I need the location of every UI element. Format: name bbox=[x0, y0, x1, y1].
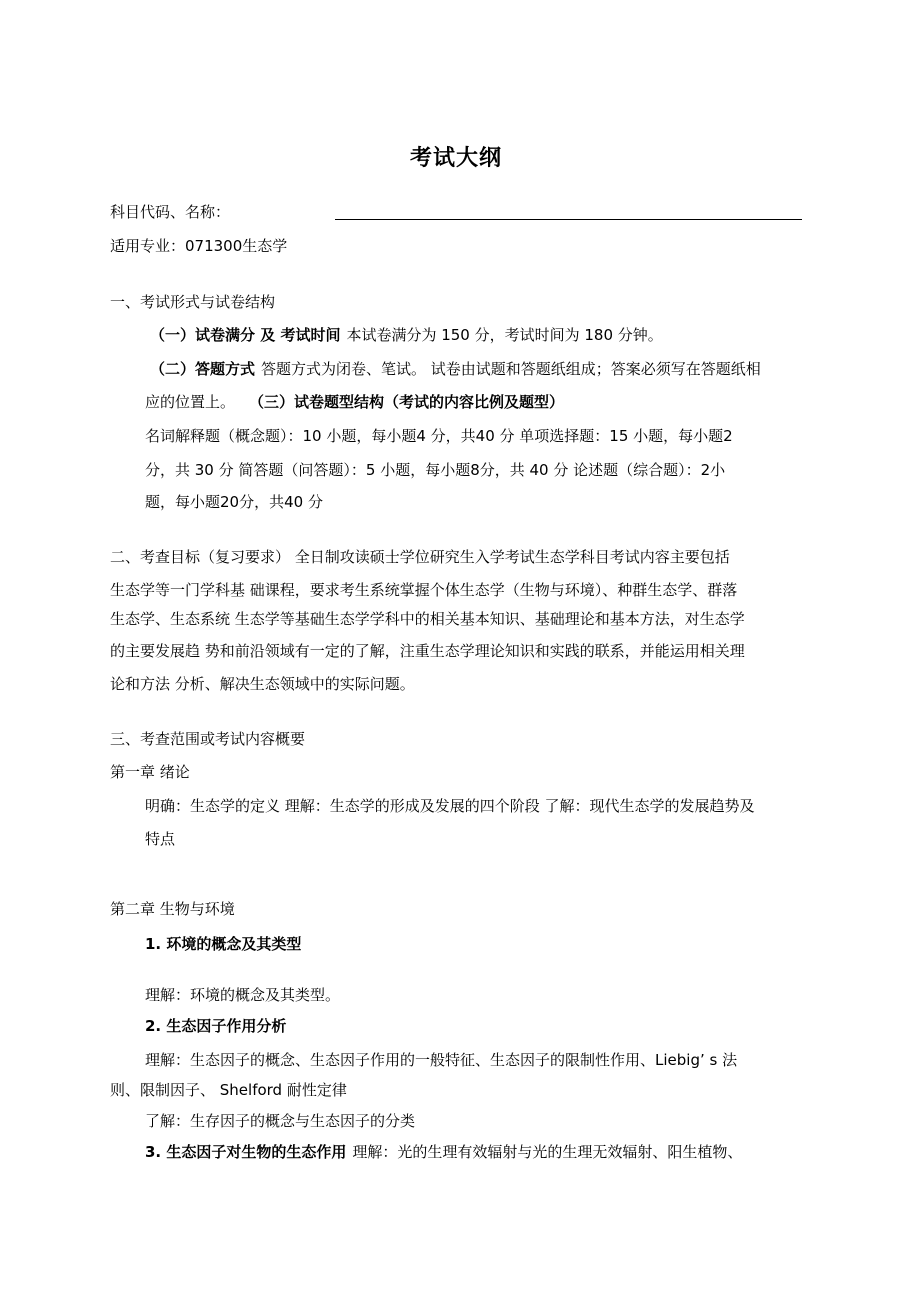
section1-item1 bbox=[150, 325, 663, 345]
chapter2-subsection-2-line-1: 理解：生态因子的概念、生态因子作用的一般特征、生态因子的限制性作用、Liebig’ s 法 bbox=[145, 1051, 738, 1069]
chapter2-subsection-2-line-2: 则、限制因子、 Shelford 耐性定律 bbox=[110, 1081, 347, 1099]
chapter2-subsection-2-line-3: 了解：生存因子的概念与生态因子的分类 bbox=[145, 1112, 416, 1130]
types-line-1: 名词解释题（概念题）：10 小题，每小题4 分，共40 分 单项选择题：15 小题，每小题2 bbox=[145, 427, 733, 445]
item2-text2: 应的位置上。 bbox=[145, 393, 236, 411]
item1-label: （一）试卷满分 及 考试时间 bbox=[150, 326, 341, 344]
section2-line-3: 生态学、生态系统 生态学等基础生态学学科中的相关基本知识、基础理论和基本方法，对生态学 bbox=[110, 610, 745, 628]
chapter1-line-1: 明确：生态学的定义 理解：生态学的形成及发展的四个阶段 了解：现代生态学的发展趋势及 bbox=[145, 797, 755, 815]
section1-item2 bbox=[150, 359, 761, 379]
types-line-3: 题，每小题20分，共40 分 bbox=[145, 493, 323, 511]
item3-label: （三）试卷题型结构（考试的内容比例及题型） bbox=[249, 393, 565, 411]
chapter2-subsection-3-title: 3. 生态因子对生物的生态作用 bbox=[145, 1143, 347, 1161]
major-line: 适用专业：071300生态学 bbox=[110, 237, 288, 255]
chapter1-title: 第一章 绪论 bbox=[110, 763, 190, 781]
section1-item2-cont bbox=[145, 392, 564, 412]
chapter2-subsection-3 bbox=[145, 1142, 742, 1162]
subject-label: 科目代码、名称： bbox=[110, 203, 231, 221]
section1-heading: 一、考试形式与试卷结构 bbox=[110, 293, 276, 311]
chapter2-subsection-2: 2. 生态因子作用分析 bbox=[145, 1017, 287, 1035]
section2-line-5: 论和方法 分析、解决生态领域中的实际问题。 bbox=[110, 675, 415, 693]
types-line-2: 分，共 30 分 简答题（问答题）：5 小题，每小题8分，共 40 分 论述题（综合题）：2小 bbox=[145, 461, 726, 479]
item1-text: 本试卷满分为 150 分，考试时间为 180 分钟。 bbox=[346, 326, 663, 344]
subject-blank-line bbox=[335, 219, 802, 220]
chapter2-subsection-3-text: 理解：光的生理有效辐射与光的生理无效辐射、阳生植物、 bbox=[352, 1143, 743, 1161]
chapter2-subsection-1-text: 理解：环境的概念及其类型。 bbox=[145, 986, 341, 1004]
chapter2-subsection-1: 1. 环境的概念及其类型 bbox=[145, 935, 302, 953]
section3-heading: 三、考查范围或考试内容概要 bbox=[110, 730, 306, 748]
section2-line-2: 生态学等一门学科基 础课程，要求考生系统掌握个体生态学（生物与环境）、种群生态学、群落 bbox=[110, 581, 738, 599]
chapter2-title: 第二章 生物与环境 bbox=[110, 900, 235, 918]
item2-label: （二）答题方式 bbox=[150, 360, 256, 378]
section2-line-4: 的主要发展趋 势和前沿领域有一定的了解，注重生态学理论知识和实践的联系，并能运用相关理 bbox=[110, 642, 745, 660]
item2-text: 答题方式为闭卷、笔试。 试卷由试题和答题纸组成；答案必须写在答题纸相 bbox=[261, 360, 761, 378]
page-title: 考试大纲 bbox=[410, 146, 503, 171]
section2-line-1: 二、考查目标（复习要求） 全日制攻读硕士学位研究生入学考试生态学科目考试内容主要包括 bbox=[110, 548, 730, 566]
chapter1-line-2: 特点 bbox=[145, 830, 176, 848]
